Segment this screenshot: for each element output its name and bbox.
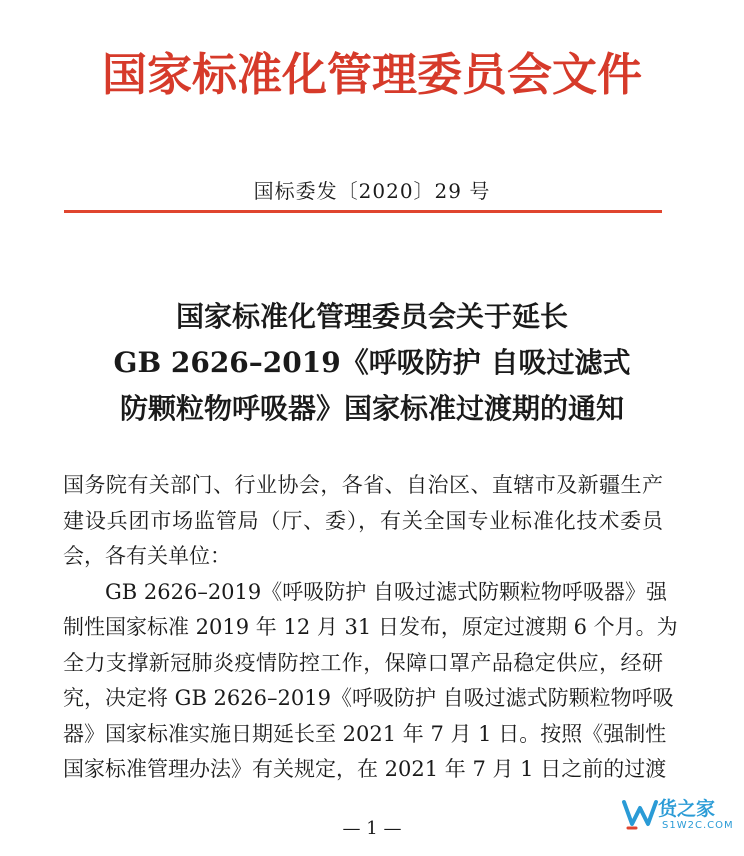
document-number: 国标委发〔2020〕29 号	[253, 179, 491, 203]
watermark-subtext: S1W2C.COM	[662, 820, 734, 831]
body-line: 器》国家标准实施日期延长至 2021 年 7 月 1 日。按照《强制性	[63, 721, 667, 746]
body-line: 国家标准管理办法》有关规定，在 2021 年 7 月 1 日之前的过渡	[63, 757, 667, 781]
body-line: 会，各有关单位：	[63, 544, 231, 568]
watermark	[618, 792, 734, 840]
notice-title-line: 国家标准化管理委员会关于延长	[175, 300, 568, 333]
body-line: GB 2626–2019《呼吸防护 自吸过滤式防颗粒物呼吸器》强	[105, 579, 667, 604]
body-line: 国务院有关部门、行业协会，各省、自治区、直辖市及新疆生产	[63, 473, 663, 497]
notice-title	[40, 294, 704, 432]
watermark-text: 货之家	[658, 798, 716, 820]
body-line: 建设兵团市场监管局（厅、委），有关全国专业标准化技术委员	[63, 508, 663, 533]
red-divider-rule	[64, 210, 662, 213]
page-number: — 1 —	[342, 818, 402, 839]
notice-title-line: 防颗粒物呼吸器》国家标准过渡期的通知	[119, 392, 624, 425]
body-line: 全力支撑新冠肺炎疫情防控工作，保障口罩产品稳定供应，经研	[63, 650, 663, 675]
body-line: 究，决定将 GB 2626–2019《呼吸防护 自吸过滤式防颗粒物呼吸	[63, 686, 674, 710]
notice-title-line: GB 2626–2019《呼吸防护 自吸过滤式	[113, 346, 631, 379]
issuer-header-title: 国家标准化管理委员会文件	[101, 48, 642, 101]
watermark-logo-icon	[620, 794, 660, 832]
body-line: 制性国家标准 2019 年 12 月 31 日发布，原定过渡期 6 个月。为	[63, 615, 678, 639]
notice-body	[63, 468, 678, 788]
